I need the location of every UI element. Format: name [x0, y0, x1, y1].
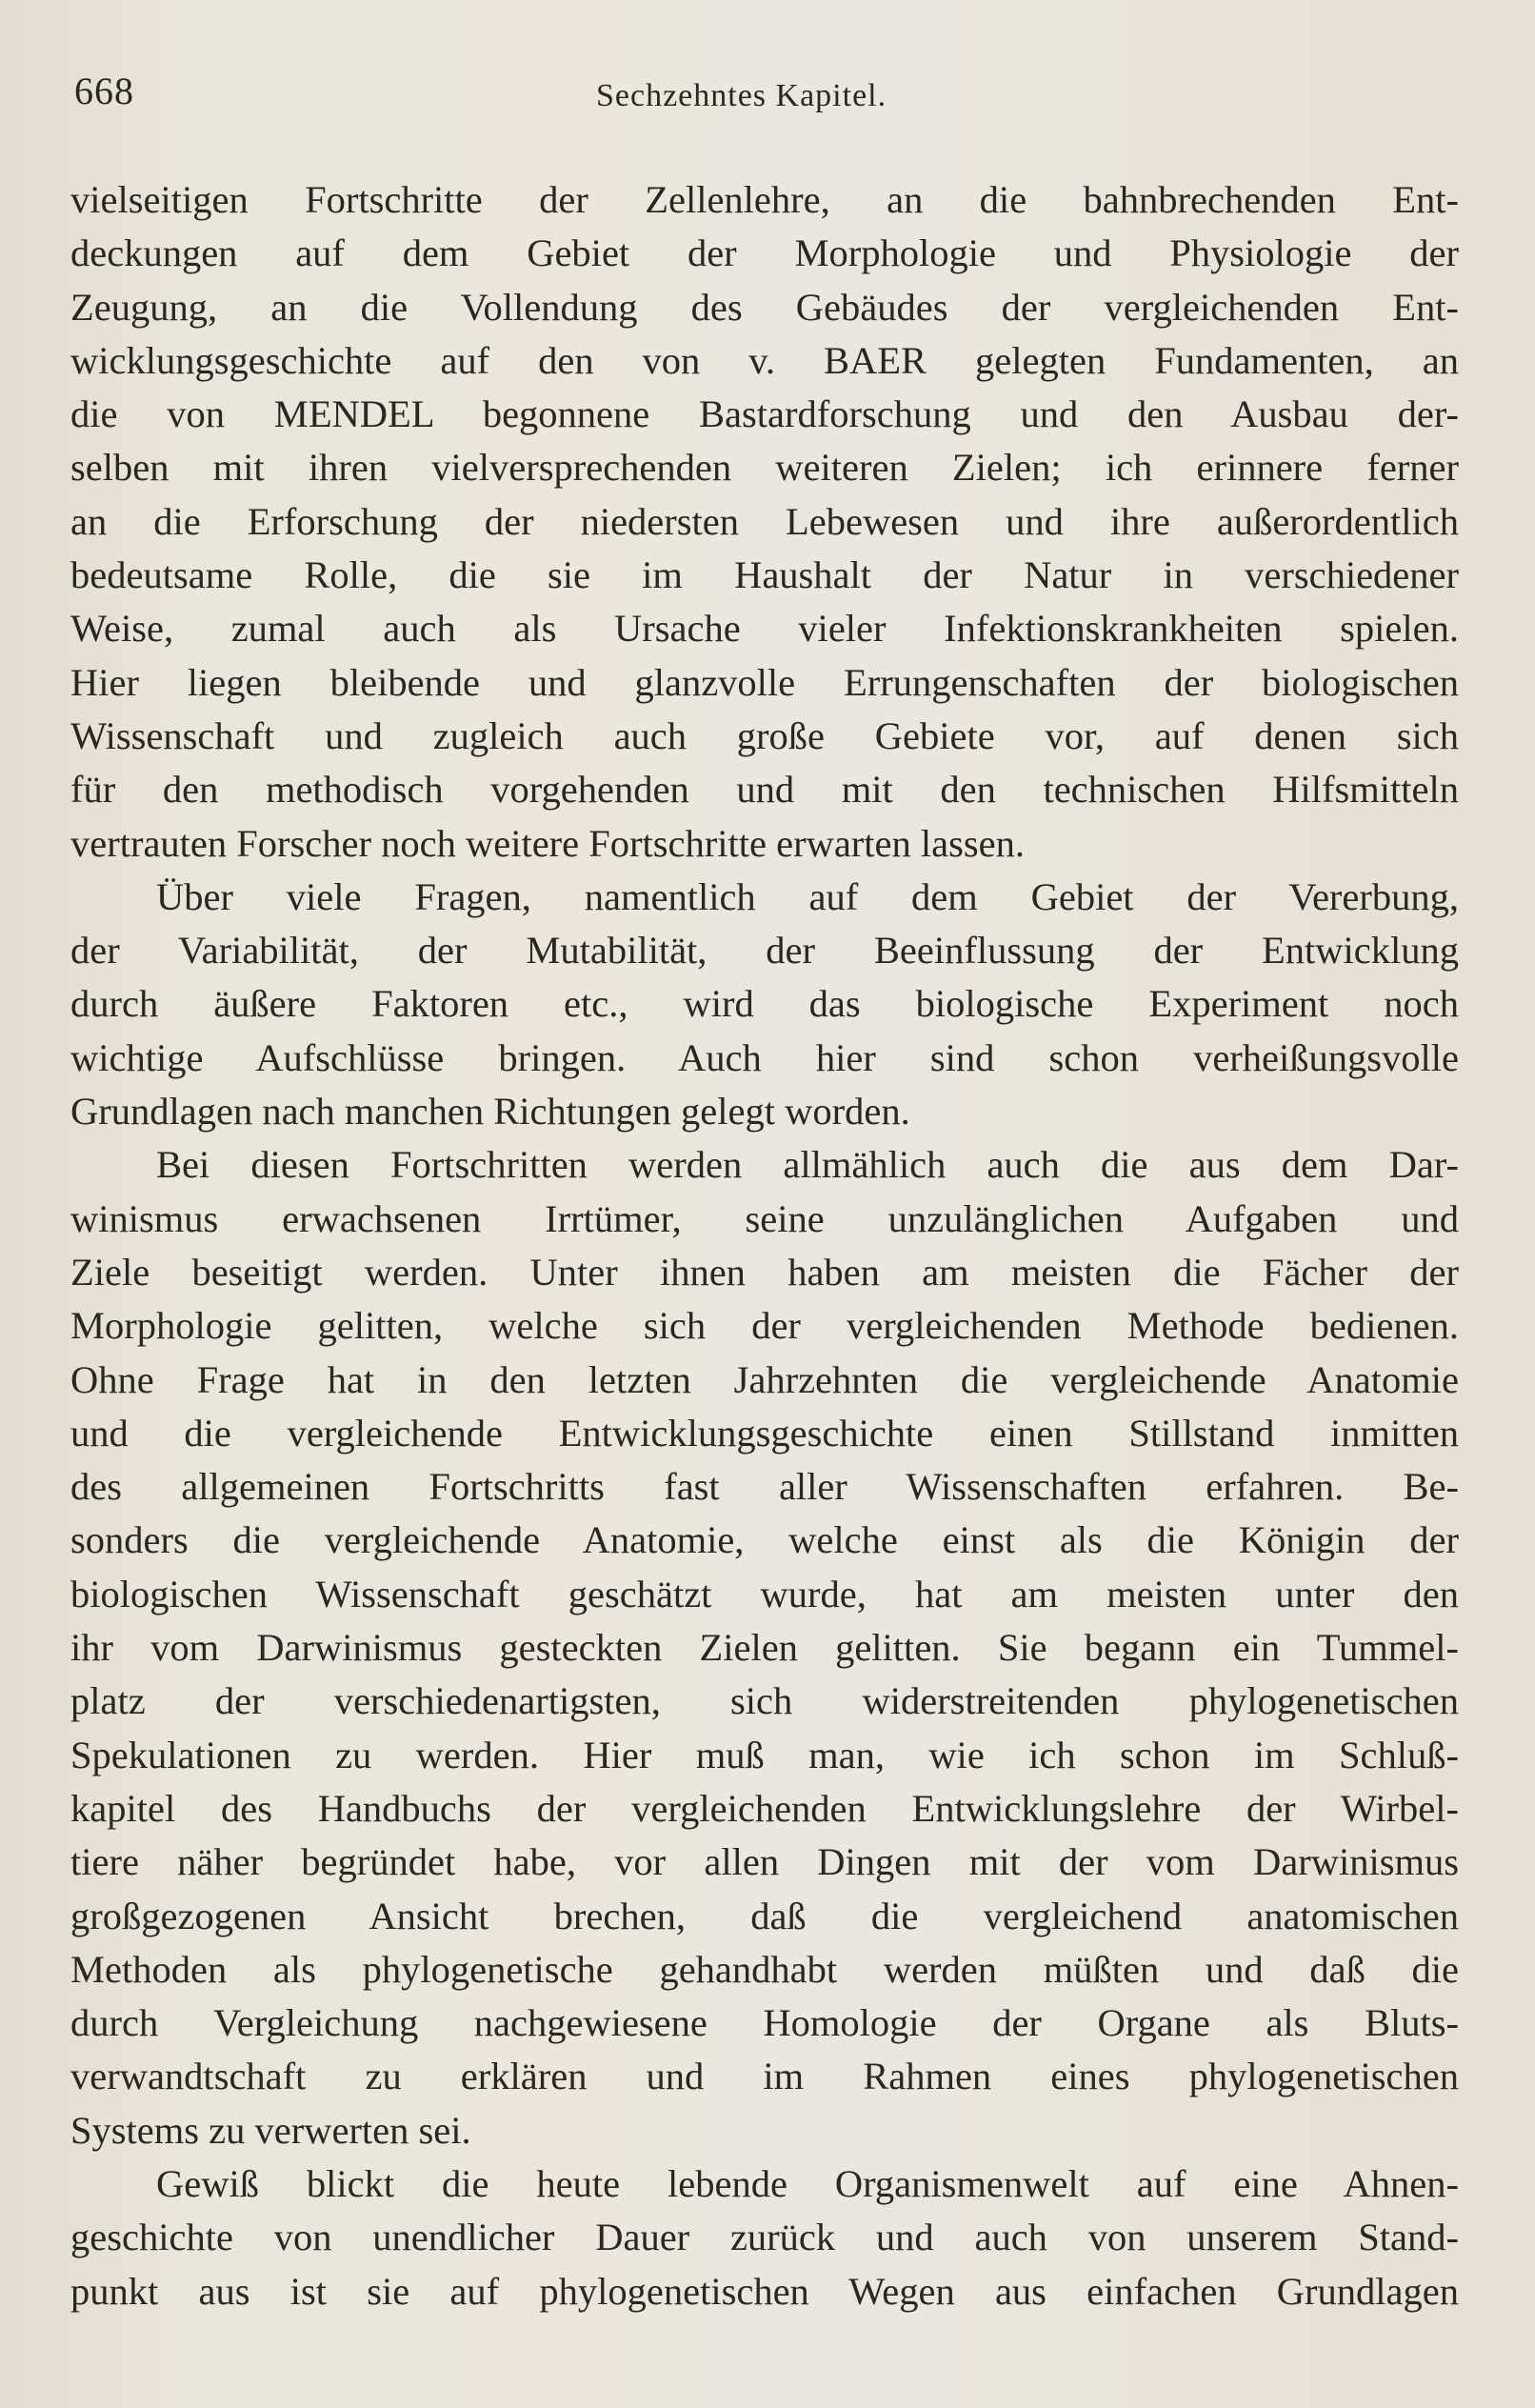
- text-line: Grundlagen nach manchen Richtungen gelegt worden.: [70, 1090, 910, 1134]
- text-line: ihr vom Darwinismus gesteckten Zielen gelitten. Sie begann ein Tummel-: [70, 1626, 1459, 1670]
- text-line: Bei diesen Fortschritten werden allmählich auch die aus dem Dar-: [156, 1143, 1459, 1187]
- page-header: [74, 69, 1445, 126]
- text-line: des allgemeinen Fortschritts fast aller Wissenschaften erfahren. Be-: [70, 1465, 1459, 1509]
- text-line: vertrauten Forscher noch weitere Fortschritte erwarten lassen.: [70, 821, 1025, 865]
- text-line: Gewiß blickt die heute lebende Organismenwelt auf eine Ahnen-: [156, 2161, 1459, 2205]
- text-line: Wissenschaft und zugleich auch große Gebiete vor, auf denen sich: [70, 713, 1459, 757]
- text-line: winismus erwachsenen Irrtümer, seine unzulänglichen Aufgaben und: [70, 1196, 1459, 1240]
- text-line: Hier liegen bleibende und glanzvolle Errungenschaften der biologischen: [70, 660, 1459, 704]
- text-line: biologischen Wissenschaft geschätzt wurde, hat am meisten unter den: [70, 1572, 1459, 1615]
- text-line: wicklungsgeschichte auf den von v. BAER gelegten Fundamenten, an: [70, 338, 1459, 382]
- page-number: 668: [74, 70, 134, 112]
- text-line: geschichte von unendlicher Dauer zurück und auch von unserem Stand-: [70, 2216, 1459, 2259]
- text-line: bedeutsame Rolle, die sie im Haushalt der Natur in verschiedener: [70, 553, 1459, 597]
- text-line: die von MENDEL begonnene Bastardforschung und den Ausbau der-: [70, 392, 1459, 436]
- text-line: wichtige Aufschlüsse bringen. Auch hier sind schon verheißungsvolle: [70, 1035, 1459, 1079]
- text-line: Morphologie gelitten, welche sich der vergleichenden Methode bedienen.: [70, 1304, 1459, 1348]
- text-line: Ziele beseitigt werden. Unter ihnen haben am meisten die Fächer der: [70, 1250, 1459, 1294]
- text-line: an die Erforschung der niedersten Lebewesen und ihre außerordentlich: [70, 499, 1459, 543]
- text-line: selben mit ihren vielversprechenden weiteren Zielen; ich erinnere ferner: [70, 446, 1459, 490]
- body-text: [70, 173, 1459, 2318]
- text-line: Über viele Fragen, namentlich auf dem Gebiet der Vererbung,: [156, 874, 1459, 918]
- text-line: großgezogenen Ansicht brechen, daß die vergleichend anatomischen: [70, 1894, 1459, 1937]
- text-line: verwandtschaft zu erklären und im Rahmen eines phylogenetischen: [70, 2055, 1459, 2098]
- text-line: Systems zu verwerten sei.: [70, 2108, 471, 2152]
- text-line: platz der verschiedenartigsten, sich widerstreitenden phylogenetischen: [70, 1679, 1459, 1723]
- text-line: punkt aus ist sie auf phylogenetischen Wegen aus einfachen Grundlagen: [70, 2269, 1459, 2313]
- text-line: durch äußere Faktoren etc., wird das biologische Experiment noch: [70, 982, 1459, 1026]
- text-line: tiere näher begründet habe, vor allen Dingen mit der vom Darwinismus: [70, 1840, 1459, 1884]
- text-line: vielseitigen Fortschritte der Zellenlehre, an die bahnbrechenden Ent-: [70, 178, 1459, 221]
- text-line: Weise, zumal auch als Ursache vieler Infektionskrankheiten spielen.: [70, 607, 1459, 651]
- text-line: und die vergleichende Entwicklungsgeschichte einen Stillstand inmitten: [70, 1411, 1459, 1455]
- text-line: deckungen auf dem Gebiet der Morphologie und Physiologie der: [70, 231, 1459, 275]
- text-line: der Variabilität, der Mutabilität, der Beeinflussung der Entwicklung: [70, 929, 1459, 973]
- text-line: sonders die vergleichende Anatomie, welche einst als die Königin der: [70, 1518, 1459, 1562]
- text-line: durch Vergleichung nachgewiesene Homologie der Organe als Bluts-: [70, 2001, 1459, 2045]
- running-title: Sechzehntes Kapitel.: [596, 78, 887, 113]
- text-line: Spekulationen zu werden. Hier muß man, wie ich schon im Schluß-: [70, 1733, 1459, 1776]
- text-line: kapitel des Handbuchs der vergleichenden Entwicklungslehre der Wirbel-: [70, 1786, 1459, 1830]
- text-line: Methoden als phylogenetische gehandhabt werden müßten und daß die: [70, 1947, 1459, 1991]
- text-line: Zeugung, an die Vollendung des Gebäudes der vergleichenden Ent-: [70, 285, 1459, 329]
- text-line: Ohne Frage hat in den letzten Jahrzehnten die vergleichende Anatomie: [70, 1357, 1459, 1401]
- text-line: für den methodisch vorgehenden und mit den technischen Hilfsmitteln: [70, 768, 1459, 812]
